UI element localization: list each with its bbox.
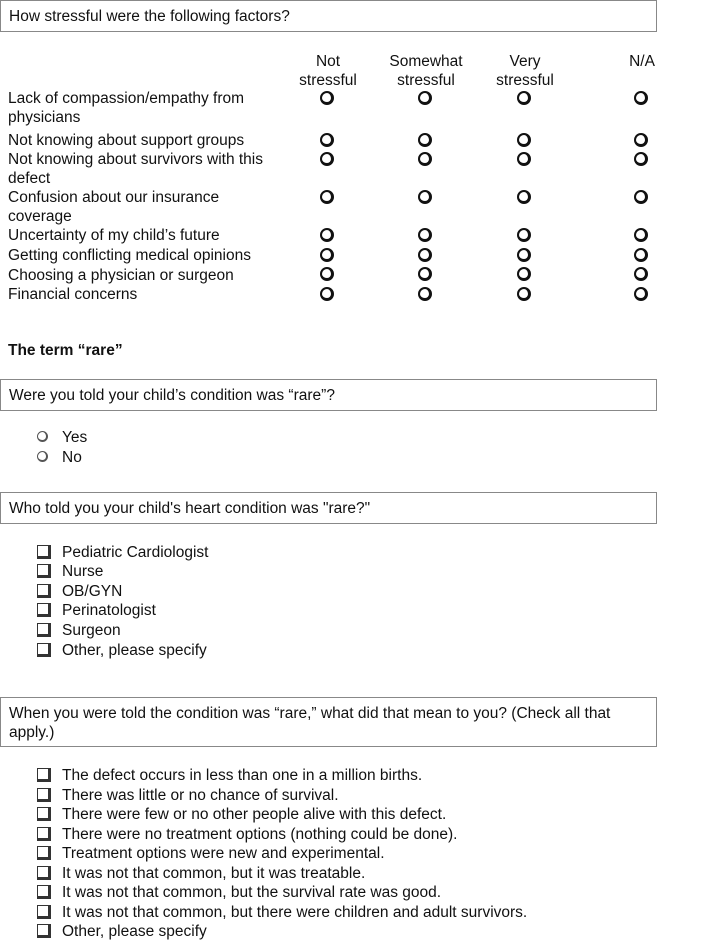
radio-very-stressful[interactable] <box>517 248 531 262</box>
checkbox-label: Nurse <box>62 563 104 580</box>
radio-not-stressful[interactable] <box>320 228 334 242</box>
row-label: Confusion about our insurance coverage <box>8 189 220 225</box>
radio-not-stressful[interactable] <box>320 133 334 147</box>
checkbox-label: It was not that common, but it was treatable. <box>62 865 366 882</box>
question-4-prompt: When you were told the condition was “rare,” what did that mean to you? (Check all that apply.) <box>9 705 611 741</box>
checkbox-option[interactable] <box>37 905 51 919</box>
question-1-prompt-box <box>0 0 657 32</box>
column-header-very-stressful <box>485 52 565 90</box>
checkbox-label: There were no treatment options (nothing could be done). <box>62 826 458 843</box>
checkbox-option[interactable] <box>37 603 51 617</box>
radio-very-stressful[interactable] <box>517 228 531 242</box>
question-3-prompt-box <box>0 492 657 524</box>
radio-very-stressful[interactable] <box>517 267 531 281</box>
radio-somewhat-stressful[interactable] <box>418 287 432 301</box>
column-header-line: stressful <box>299 72 357 89</box>
radio-na[interactable] <box>634 190 648 204</box>
column-header-line: stressful <box>496 72 554 89</box>
checkbox-label: Surgeon <box>62 622 121 639</box>
checkbox-label: Treatment options were new and experimental. <box>62 845 385 862</box>
radio-na[interactable] <box>634 133 648 147</box>
checkbox-option[interactable] <box>37 885 51 899</box>
checkbox-label: There was little or no chance of survival. <box>62 787 339 804</box>
checkbox-option[interactable] <box>37 807 51 821</box>
question-3-prompt: Who told you your child's heart condition was "rare?" <box>9 500 371 517</box>
radio-na[interactable] <box>634 152 648 166</box>
radio-very-stressful[interactable] <box>517 152 531 166</box>
checkbox-option[interactable] <box>37 643 51 657</box>
column-header-line: Very <box>509 53 541 70</box>
radio-somewhat-stressful[interactable] <box>418 228 432 242</box>
question-2-prompt: Were you told your child’s condition was “rare”? <box>9 387 335 404</box>
radio-no[interactable] <box>37 451 48 462</box>
checkbox-option[interactable] <box>37 564 51 578</box>
radio-somewhat-stressful[interactable] <box>418 190 432 204</box>
column-header-line: N/A <box>629 53 655 70</box>
checkbox-option[interactable] <box>37 827 51 841</box>
radio-somewhat-stressful[interactable] <box>418 267 432 281</box>
checkbox-option[interactable] <box>37 846 51 860</box>
checkbox-label: There were few or no other people alive with this defect. <box>62 806 447 823</box>
radio-somewhat-stressful[interactable] <box>418 152 432 166</box>
radio-somewhat-stressful[interactable] <box>418 133 432 147</box>
checkbox-label: OB/GYN <box>62 583 123 600</box>
checkbox-label: Other, please specify <box>62 642 207 659</box>
radio-na[interactable] <box>634 248 648 262</box>
radio-somewhat-stressful[interactable] <box>418 91 432 105</box>
checkbox-label: The defect occurs in less than one in a million births. <box>62 767 423 784</box>
column-header-not-stressful <box>288 52 368 90</box>
row-label: Lack of compassion/empathy from physicians <box>8 90 245 126</box>
row-label: Not knowing about support groups <box>8 132 245 149</box>
radio-not-stressful[interactable] <box>320 190 334 204</box>
checkbox-option[interactable] <box>37 924 51 938</box>
radio-very-stressful[interactable] <box>517 133 531 147</box>
radio-na[interactable] <box>634 228 648 242</box>
checkbox-label: Perinatologist <box>62 602 156 619</box>
question-4-prompt-box <box>0 697 657 747</box>
checkbox-option[interactable] <box>37 623 51 637</box>
radio-na[interactable] <box>634 287 648 301</box>
checkbox-option[interactable] <box>37 788 51 802</box>
column-header-na <box>612 52 672 71</box>
question-2-prompt-box <box>0 379 657 411</box>
column-header-line: Somewhat <box>389 53 463 70</box>
radio-not-stressful[interactable] <box>320 267 334 281</box>
option-yes-label: Yes <box>62 429 88 446</box>
radio-very-stressful[interactable] <box>517 190 531 204</box>
checkbox-label: Pediatric Cardiologist <box>62 544 209 561</box>
section-heading-rare: The term “rare” <box>8 342 123 359</box>
question-1-prompt: How stressful were the following factors? <box>9 8 290 25</box>
radio-na[interactable] <box>634 91 648 105</box>
radio-yes[interactable] <box>37 431 48 442</box>
radio-somewhat-stressful[interactable] <box>418 248 432 262</box>
column-header-line: Not <box>315 53 341 70</box>
row-label: Choosing a physician or surgeon <box>8 267 234 284</box>
checkbox-label: It was not that common, but there were children and adult survivors. <box>62 904 528 921</box>
radio-very-stressful[interactable] <box>517 287 531 301</box>
row-label: Uncertainty of my child’s future <box>8 227 220 244</box>
radio-very-stressful[interactable] <box>517 91 531 105</box>
checkbox-option[interactable] <box>37 545 51 559</box>
checkbox-label: It was not that common, but the survival rate was good. <box>62 884 442 901</box>
radio-not-stressful[interactable] <box>320 152 334 166</box>
radio-not-stressful[interactable] <box>320 287 334 301</box>
radio-not-stressful[interactable] <box>320 91 334 105</box>
option-no-label: No <box>62 449 82 466</box>
column-header-line: stressful <box>397 72 455 89</box>
column-header-somewhat-stressful <box>381 52 471 90</box>
checkbox-option[interactable] <box>37 866 51 880</box>
radio-not-stressful[interactable] <box>320 248 334 262</box>
checkbox-option[interactable] <box>37 768 51 782</box>
row-label: Financial concerns <box>8 286 138 303</box>
radio-na[interactable] <box>634 267 648 281</box>
checkbox-option[interactable] <box>37 584 51 598</box>
checkbox-label: Other, please specify <box>62 923 207 940</box>
row-label: Getting conflicting medical opinions <box>8 247 251 264</box>
row-label: Not knowing about survivors with this defect <box>8 151 264 187</box>
